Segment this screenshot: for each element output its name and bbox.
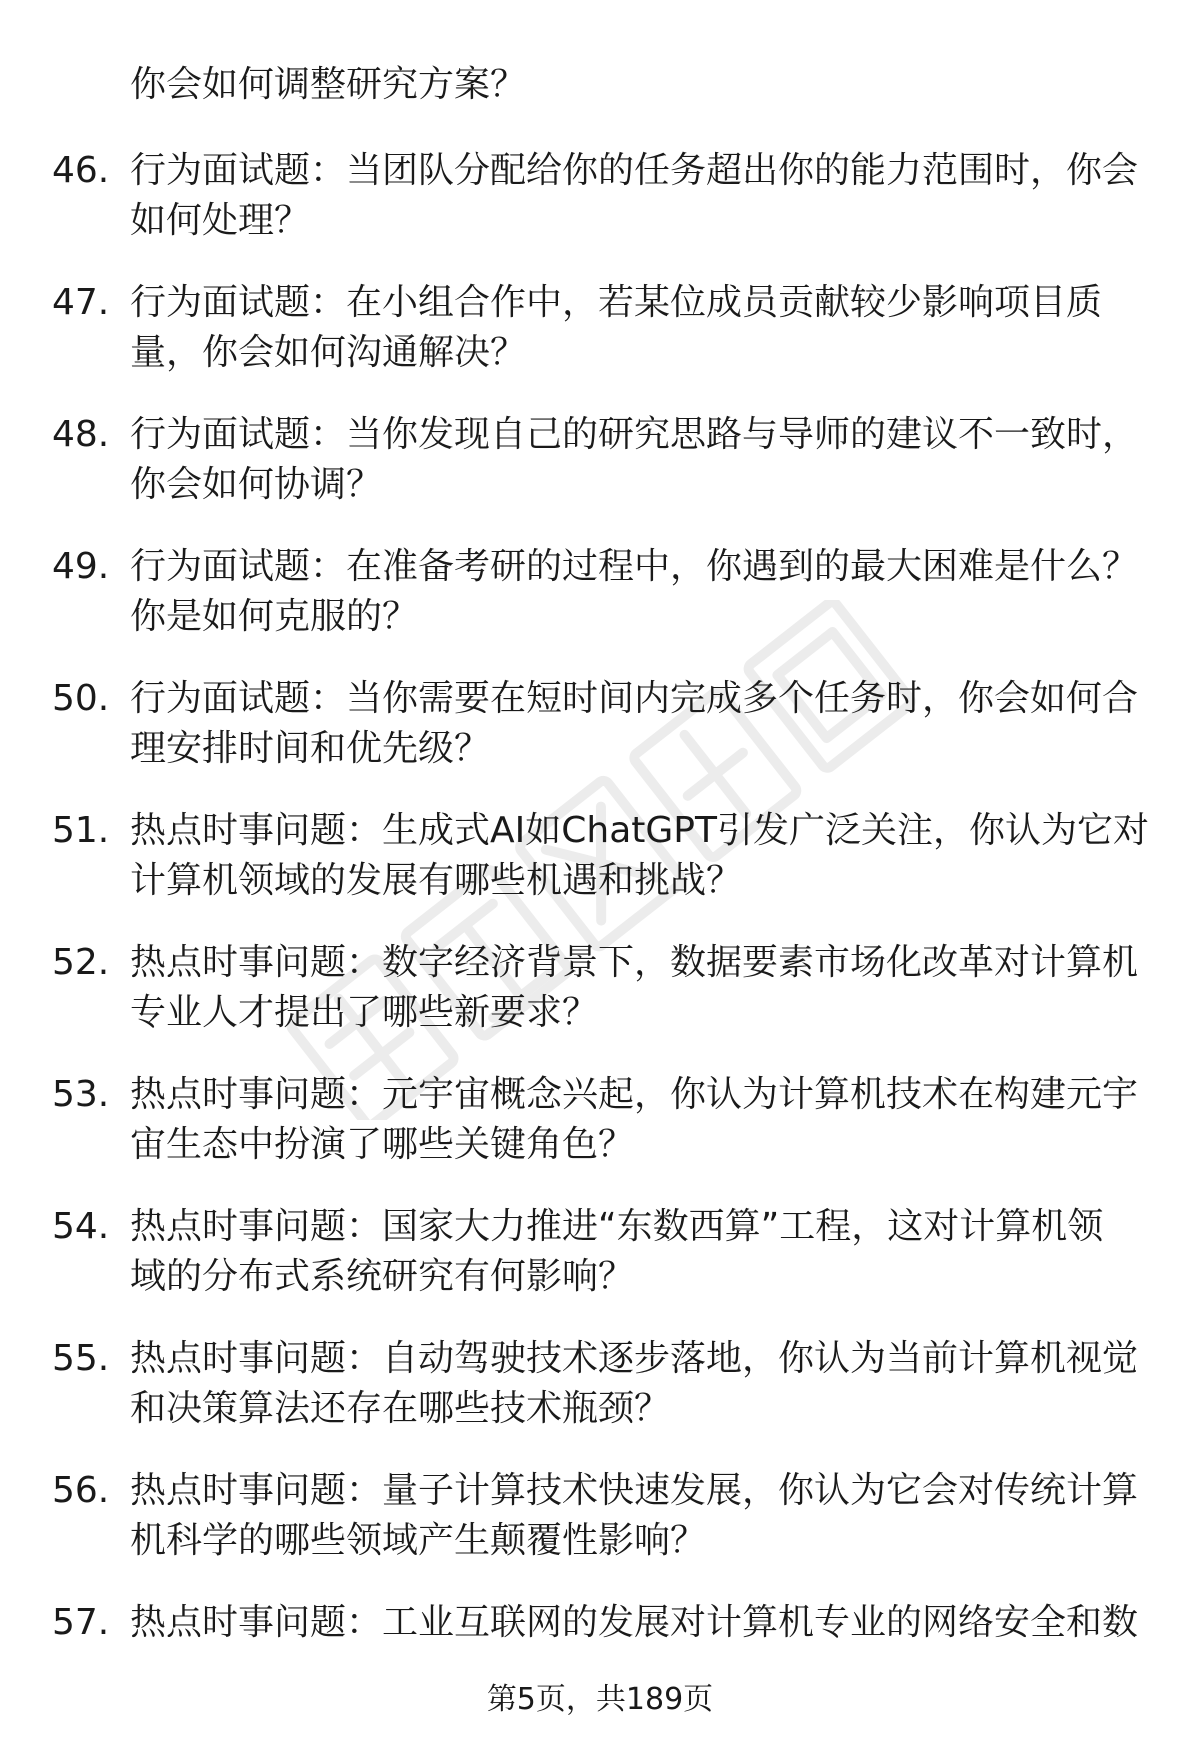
question-line: 热点时事问题：生成式AI如ChatGPT引发广泛关注，你认为它对: [130, 810, 1149, 851]
question-number: 48.: [52, 414, 110, 455]
question-number: 55.: [52, 1338, 110, 1379]
list-item: [0, 146, 1200, 278]
question-text: [130, 1598, 1150, 1648]
question-text: [130, 674, 1150, 774]
question-text: [130, 1334, 1150, 1434]
list-item: [0, 1070, 1200, 1202]
question-line: 域的分布式系统研究有何影响？: [130, 1256, 635, 1297]
question-number: 47.: [52, 282, 110, 323]
list-item: [0, 278, 1200, 410]
question-text: [130, 146, 1150, 246]
question-line: 和决策算法还存在哪些技术瓶颈？: [130, 1388, 671, 1429]
question-line: 你是如何克服的？: [130, 596, 419, 637]
question-list: [0, 146, 1200, 1730]
list-item: [0, 674, 1200, 806]
question-line: 计算机领域的发展有哪些机遇和挑战？: [130, 860, 743, 901]
question-text: [130, 1202, 1150, 1302]
question-line: 宙生态中扮演了哪些关键角色？: [130, 1124, 635, 1165]
question-line: 热点时事问题：数字经济背景下，数据要素市场化改革对计算机: [130, 942, 1139, 983]
question-number: 50.: [52, 678, 110, 719]
question-text: [130, 542, 1150, 642]
question-line: 热点时事问题：自动驾驶技术逐步落地，你认为当前计算机视觉: [130, 1338, 1139, 1379]
list-item: [0, 542, 1200, 674]
question-line: 行为面试题：当团队分配给你的任务超出你的能力范围时，你会: [130, 150, 1139, 191]
question-number: 57.: [52, 1602, 110, 1643]
question-line: 量，你会如何沟通解决？: [130, 332, 527, 373]
question-line: 热点时事问题：量子计算技术快速发展，你认为它会对传统计算: [130, 1470, 1139, 1511]
question-text: [130, 410, 1150, 510]
question-number: 54.: [52, 1206, 110, 1247]
list-item: [0, 806, 1200, 938]
list-item: [0, 938, 1200, 1070]
question-number: 51.: [52, 810, 110, 851]
list-item: [0, 410, 1200, 542]
question-line: 热点时事问题：国家大力推进“东数西算”工程，这对计算机领: [130, 1206, 1104, 1247]
question-line: 热点时事问题：元宇宙概念兴起，你认为计算机技术在构建元宇: [130, 1074, 1139, 1115]
question-line: 行为面试题：当你发现自己的研究思路与导师的建议不一致时，: [130, 414, 1139, 455]
question-text: [130, 1070, 1150, 1170]
question-number: 53.: [52, 1074, 110, 1115]
question-number: 49.: [52, 546, 110, 587]
question-line: 理安排时间和优先级？: [130, 728, 491, 769]
question-text: [130, 278, 1150, 378]
list-item: [0, 1334, 1200, 1466]
page-footer: 第5页，共189页: [486, 1682, 714, 1717]
question-text: [130, 938, 1150, 1038]
continuation-text: 你会如何调整研究方案？: [130, 64, 527, 105]
question-line: 行为面试题：当你需要在短时间内完成多个任务时，你会如何合: [130, 678, 1139, 719]
question-number: 56.: [52, 1470, 110, 1511]
question-line: 你会如何协调？: [130, 464, 383, 505]
question-line: 行为面试题：在准备考研的过程中，你遇到的最大困难是什么？: [130, 546, 1139, 587]
question-line: 热点时事问题：工业互联网的发展对计算机专业的网络安全和数: [130, 1602, 1139, 1643]
question-line: 行为面试题：在小组合作中，若某位成员贡献较少影响项目质: [130, 282, 1103, 323]
question-number: 46.: [52, 150, 110, 191]
question-text: [130, 806, 1150, 906]
question-number: 52.: [52, 942, 110, 983]
question-line: 机科学的哪些领域产生颠覆性影响？: [130, 1520, 707, 1561]
question-line: 如何处理？: [130, 200, 311, 241]
list-item: [0, 1202, 1200, 1334]
question-text: [130, 1466, 1150, 1566]
question-line: 专业人才提出了哪些新要求？: [130, 992, 599, 1033]
list-item: [0, 1466, 1200, 1598]
